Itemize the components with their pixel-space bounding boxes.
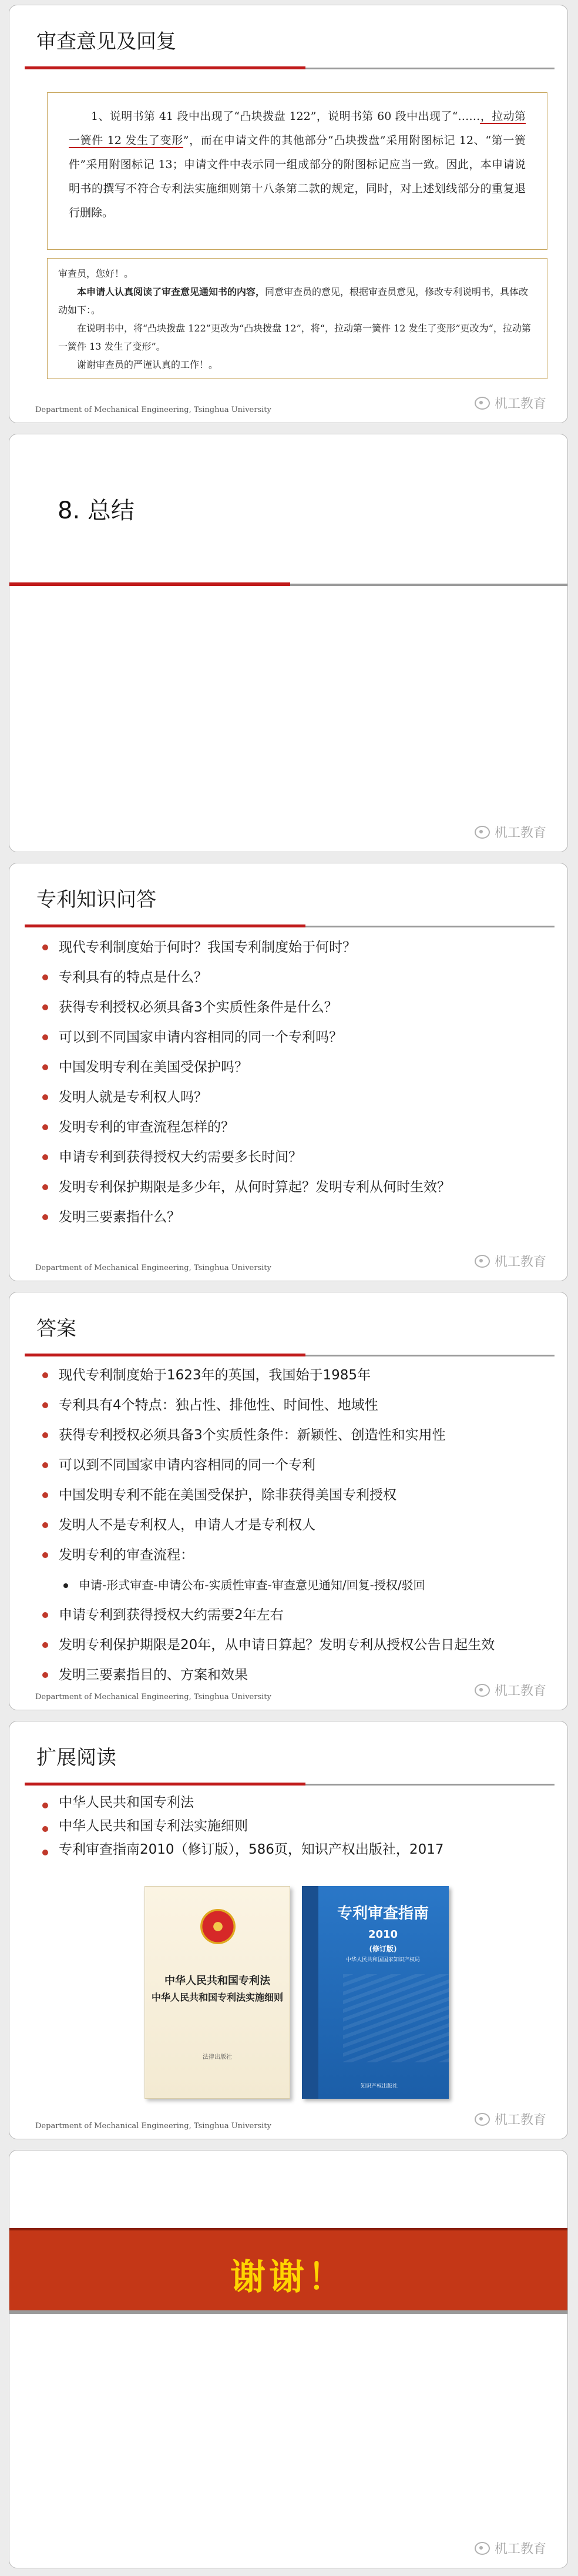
list-item: 中华人民共和国专利法实施细则 <box>40 1814 443 1838</box>
list-item: 中华人民共和国专利法 <box>40 1791 443 1814</box>
list-item: 现代专利制度始于何时？我国专利制度始于何时？ <box>40 933 451 963</box>
book1-publisher: 法律出版社 <box>203 2054 232 2061</box>
chat-bubble-icon <box>475 2113 490 2126</box>
chat-bubble-icon <box>475 397 490 410</box>
section-rule-gray <box>290 584 567 586</box>
footer-department: Department of Mechanical Engineering, Tsinghua University <box>35 1264 271 1272</box>
list-item: 专利具有4个特点：独占性、排他性、时间性、地域性 <box>40 1391 495 1421</box>
list-item: 发明专利保护期限是多少年，从何时算起？发明专利从何时生效？ <box>40 1173 451 1202</box>
watermark-text: 机工教育 <box>494 1255 546 1269</box>
slide-thanks <box>9 2150 568 2568</box>
watermark-text: 机工教育 <box>494 397 546 411</box>
footer-department: Department of Mechanical Engineering, Tsinghua University <box>35 2122 271 2131</box>
footer-department: Department of Mechanical Engineering, Tsinghua University <box>35 406 271 414</box>
reply-line3: 谢谢审查员的严谨认真的工作！。 <box>77 359 219 370</box>
reply-greeting: 审查员，您好！。 <box>58 268 134 279</box>
watermark-text: 机工教育 <box>494 2113 546 2128</box>
reading-list <box>40 1791 443 1861</box>
opinion-underlined: ，拉动第一簧件 12 发生了变形 <box>69 110 526 147</box>
reply-line1-rest: 同意审查员的意见，根据审查员意见，修改专利说明书，具体改动如下：。 <box>58 286 529 316</box>
book2-spine <box>302 1886 318 2099</box>
patent-law-book-cover <box>144 1886 290 2099</box>
list-item: 专利具有的特点是什么？ <box>40 963 451 993</box>
slide-title: 审查意见及回复 <box>36 30 176 53</box>
list-item: 可以到不同国家申请内容相同的同一个专利吗？ <box>40 1023 451 1053</box>
list-item: 发明三要素指目的、方案和效果 <box>40 1660 495 1690</box>
title-rule-gray <box>305 68 555 69</box>
list-item: 申请专利到获得授权大约需要多长时间？ <box>40 1143 451 1173</box>
title-rule-gray <box>305 926 555 927</box>
list-item: 发明专利的审查流程： <box>40 1540 495 1570</box>
slide-title: 扩展阅读 <box>36 1746 116 1770</box>
watermark-text: 机工教育 <box>494 1684 546 1699</box>
book2-title: 专利审查指南 <box>337 1905 429 1922</box>
watermark <box>475 394 546 412</box>
list-item: 中国发明专利在美国受保护吗？ <box>40 1053 451 1083</box>
watermark-text: 机工教育 <box>494 826 546 840</box>
list-item: 获得专利授权必须具备3个实质性条件是什么？ <box>40 993 451 1023</box>
list-item: 发明人不是专利权人，申请人才是专利权人 <box>40 1510 495 1540</box>
book2-year: 2010 <box>368 1928 398 1941</box>
watermark-text: 机工教育 <box>494 2542 546 2557</box>
slide-further-reading <box>9 1721 568 2139</box>
watermark <box>475 1252 546 1270</box>
list-item: 发明专利保护期限是20年，从申请日算起？发明专利从授权公告日起生效 <box>40 1630 495 1660</box>
slide-answers <box>9 1292 568 1710</box>
reply-box <box>47 258 547 379</box>
watermark <box>475 1681 546 1699</box>
list-item: 专利审查指南2010（修订版），586页，知识产权出版社，2017 <box>40 1838 443 1861</box>
book1-title1: 中华人民共和国专利法 <box>164 1975 270 1987</box>
title-rule-red <box>25 1783 305 1786</box>
question-list <box>40 933 451 1232</box>
slide-title: 答案 <box>36 1317 76 1341</box>
watermark <box>475 2110 546 2128</box>
book2-org: 中华人民共和国国家知识产权局 <box>345 1957 420 1963</box>
answer-list <box>40 1361 495 1690</box>
title-rule-gray <box>305 1784 555 1786</box>
reply-bold: 本申请人认真阅读了审查意见通知书的内容， <box>77 286 266 297</box>
section-rule-red <box>9 582 290 586</box>
list-item: 获得专利授权必须具备3个实质性条件：新颖性、创造性和实用性 <box>40 1421 495 1451</box>
chat-bubble-icon <box>475 1684 490 1697</box>
opinion-text-a: 1、说明书第 41 段中出现了“凸块拨盘 122”，说明书第 60 段中出现了“…… <box>91 110 480 123</box>
chat-bubble-icon <box>475 1255 490 1268</box>
examination-guide-book-cover <box>302 1886 449 2099</box>
slide-title: 专利知识问答 <box>36 888 156 912</box>
slide-section-summary <box>9 434 568 852</box>
book2-publisher: 知识产权出版社 <box>361 2083 398 2089</box>
title-rule-red <box>25 924 305 927</box>
list-item: 申请专利到获得授权大约需要2年左右 <box>40 1600 495 1630</box>
footer-department: Department of Mechanical Engineering, Tsinghua University <box>35 1693 271 1701</box>
opinion-text-b: ”，而在申请文件的其他部分“凸块拨盘”采用附图标记 12、“第一簧件”采用附图标记 13；申请文件中表示同一组成部分的附图标记应当一致。因此，本申请说明书的撰写不符合专利法实施细则第十八条第二款的规定，同时，对上述划线部分的重复退行删除。 <box>69 134 526 219</box>
watermark <box>475 2539 546 2557</box>
book1-title2: 中华人民共和国专利法实施细则 <box>151 1992 283 2003</box>
title-rule-red <box>25 1354 305 1356</box>
chat-bubble-icon <box>475 826 490 839</box>
list-item: 发明专利的审查流程怎样的？ <box>40 1113 451 1143</box>
watermark <box>475 823 546 841</box>
thanks-text: 谢谢！ <box>230 2257 347 2298</box>
reply-line1 <box>58 283 536 319</box>
list-item: 发明三要素指什么？ <box>40 1202 451 1232</box>
list-item: 中国发明专利不能在美国受保护，除非获得美国专利授权 <box>40 1480 495 1510</box>
thanks-band <box>9 2228 567 2314</box>
slide-qa <box>9 863 568 1281</box>
slide-review-response <box>9 5 568 423</box>
section-title: 8. 总结 <box>58 497 135 524</box>
list-item: 现代专利制度始于1623年的英国，我国始于1985年 <box>40 1361 495 1391</box>
review-opinion-box <box>47 92 547 250</box>
book2-edition: (修订版) <box>369 1945 397 1953</box>
reply-line2: 在说明书中，将“凸块拨盘 122”更改为“凸块拨盘 12”，将“，拉动第一簧件 12 发生了变形”更改为“，拉动第一簧件 13 发生了变形”。 <box>58 323 531 352</box>
national-emblem-icon <box>200 1909 236 1944</box>
list-subitem: 申请-形式审查-申请公布-实质性审查-审查意见通知/回复-授权/驳回 <box>40 1570 495 1600</box>
list-item: 可以到不同国家申请内容相同的同一个专利 <box>40 1451 495 1480</box>
chat-bubble-icon <box>475 2542 490 2555</box>
title-rule-gray <box>305 1355 555 1356</box>
list-item: 发明人就是专利权人吗？ <box>40 1083 451 1113</box>
title-rule-red <box>25 66 305 69</box>
book2-decoration <box>343 1974 449 2062</box>
